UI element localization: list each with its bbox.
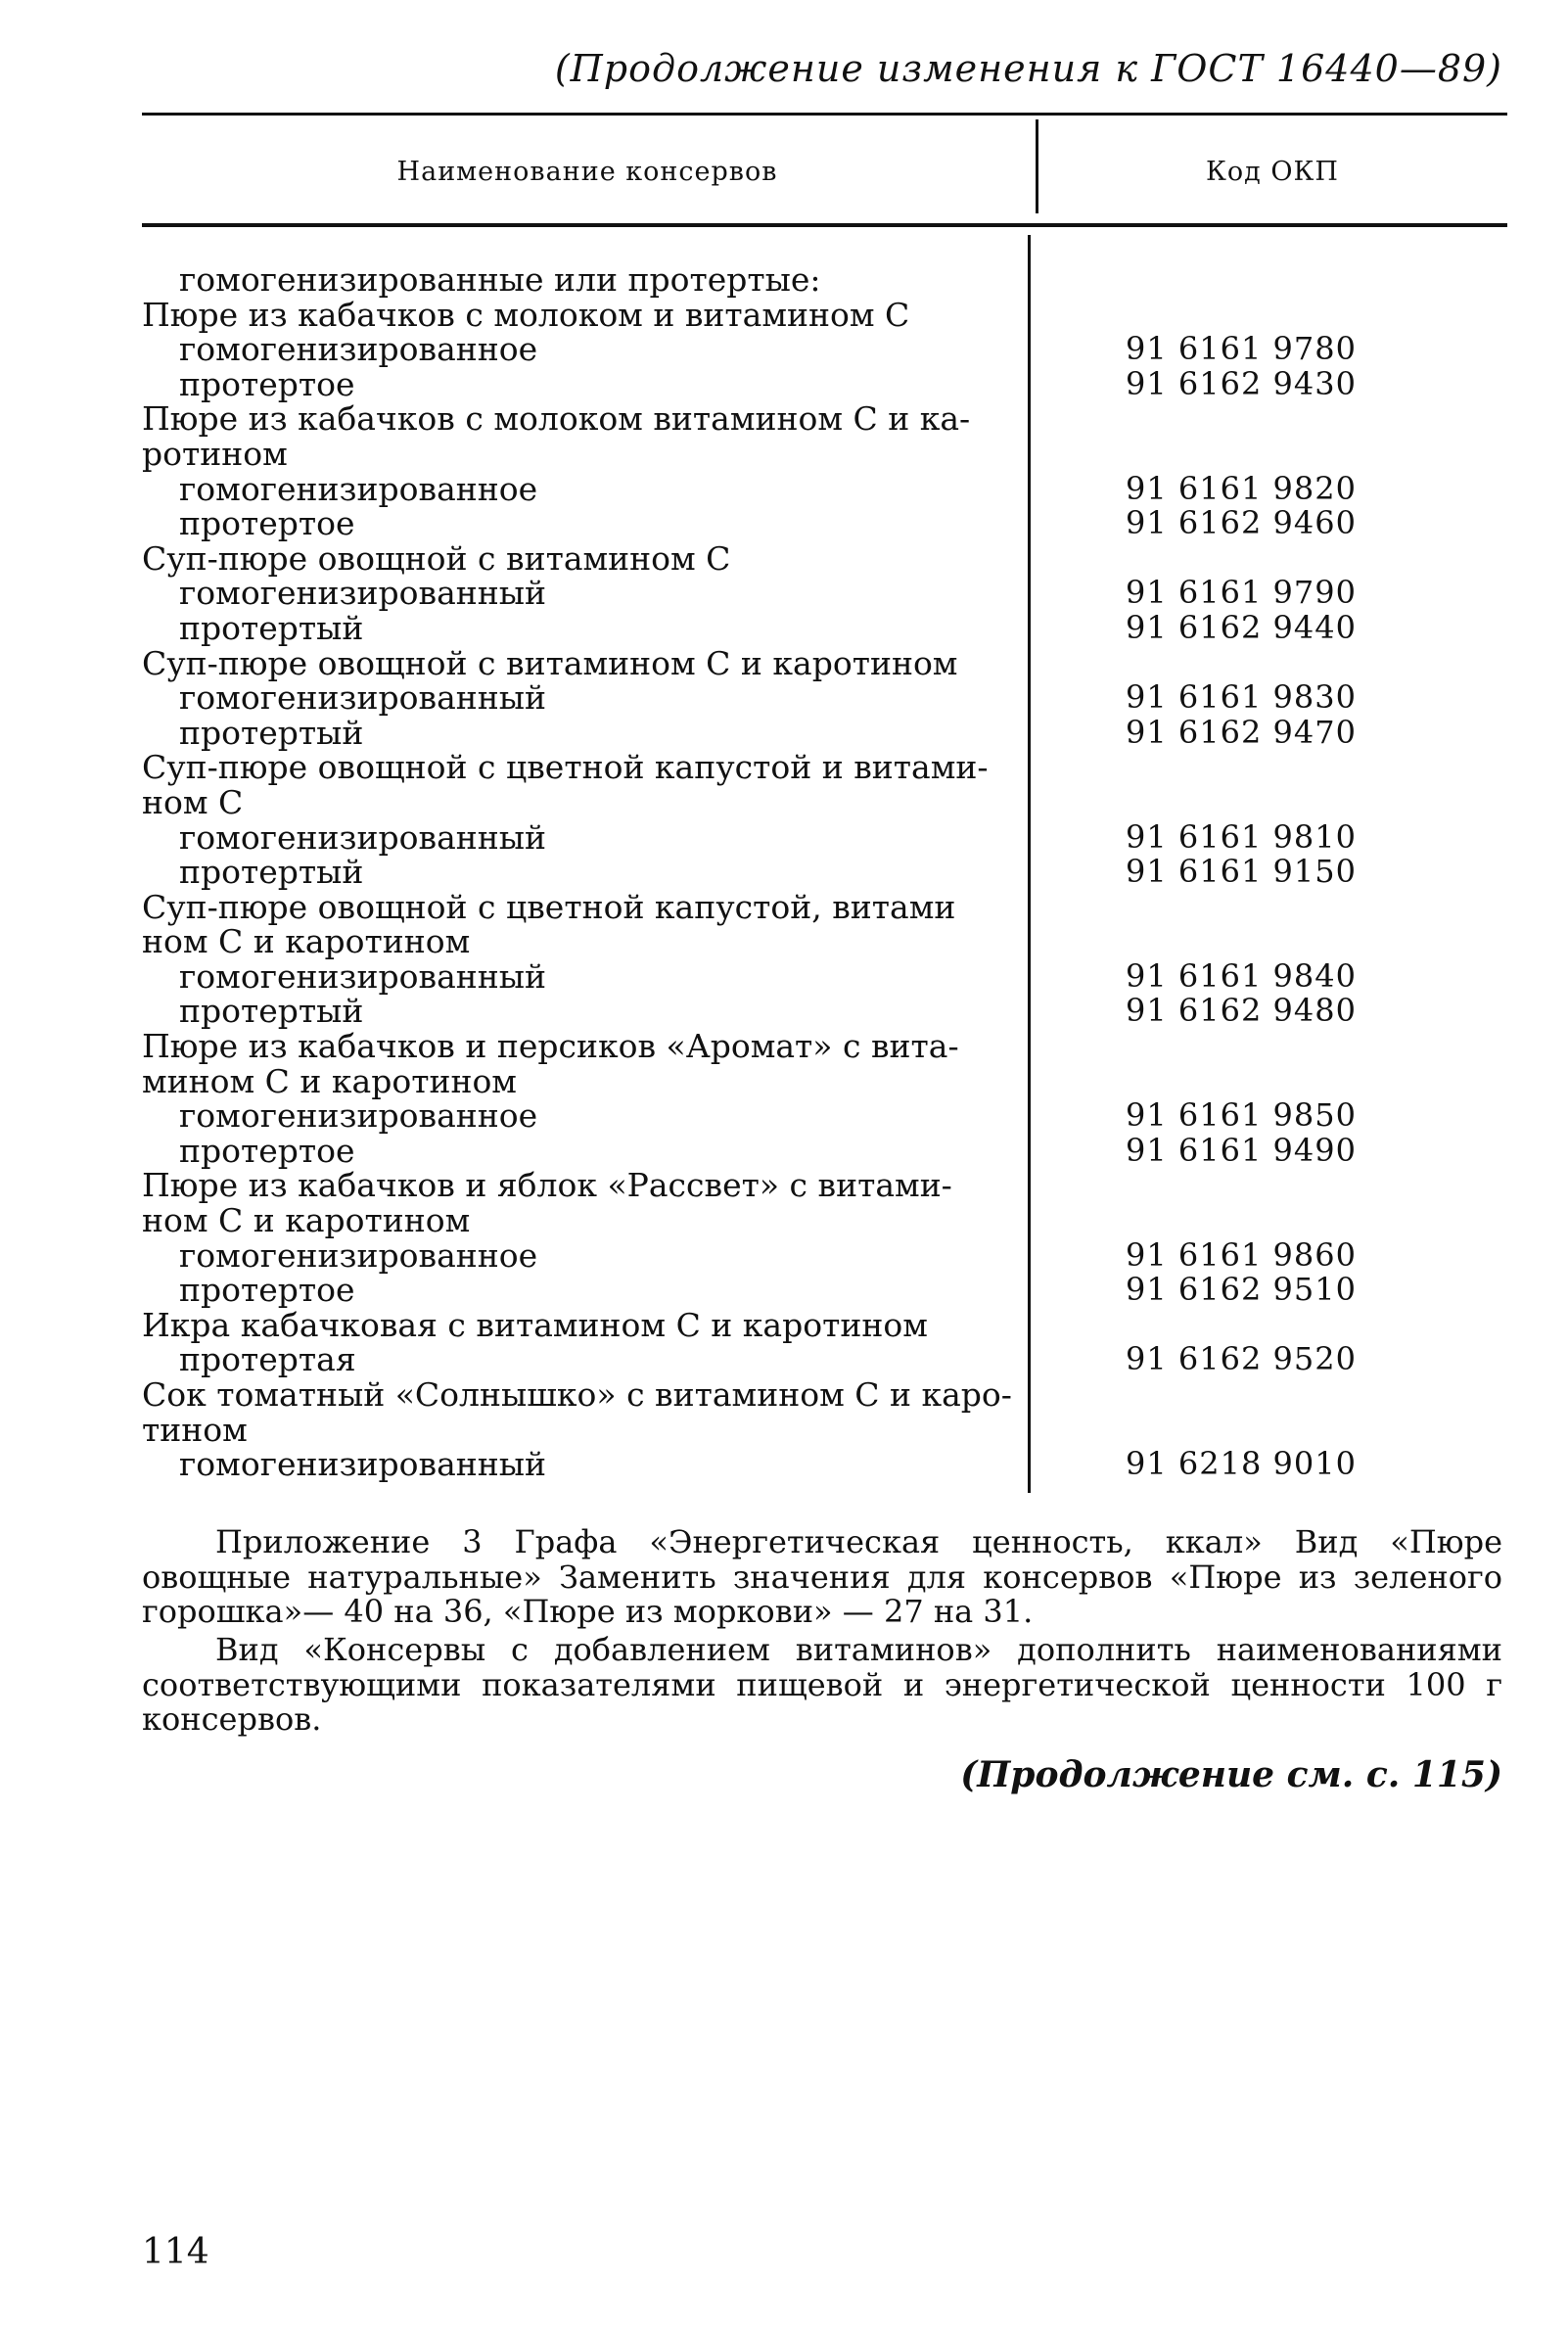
product-name: Икра кабачковая с витамином С и каротином bbox=[142, 1305, 928, 1344]
okp-code: 91 6161 9150 bbox=[1126, 853, 1357, 891]
product-name: ном С и каротином bbox=[142, 922, 471, 961]
okp-code: 91 6162 9470 bbox=[1126, 713, 1357, 751]
okp-code: 91 6161 9820 bbox=[1126, 469, 1357, 507]
table-row bbox=[142, 1342, 1507, 1377]
table-row bbox=[142, 817, 1507, 857]
page-header-continuation: (Продолжение изменения к ГОСТ 16440—89) bbox=[554, 47, 1502, 90]
table-row bbox=[142, 855, 1507, 890]
okp-code: 91 6162 9480 bbox=[1126, 992, 1357, 1030]
okp-code: 91 6162 9440 bbox=[1126, 608, 1357, 646]
table-row bbox=[142, 1305, 1507, 1344]
page-number: 114 bbox=[142, 2232, 209, 2272]
table-row bbox=[142, 1098, 1507, 1134]
table-row bbox=[142, 750, 1507, 785]
table-row bbox=[142, 295, 1507, 334]
table-row bbox=[142, 332, 1507, 367]
product-name: Пюре из кабачков и персиков «Аромат» с вита- bbox=[142, 1027, 959, 1066]
table-row bbox=[142, 1447, 1507, 1482]
product-name: протертое bbox=[179, 364, 355, 403]
product-name: гомогенизированное bbox=[179, 330, 538, 369]
product-name: Сок томатный «Солнышко» с витамином С и каро- bbox=[142, 1375, 1012, 1414]
table-row bbox=[142, 364, 1507, 403]
table-row bbox=[142, 1273, 1507, 1308]
table-row bbox=[142, 643, 1507, 682]
product-name: гомогенизированное bbox=[179, 1235, 538, 1275]
table-row bbox=[142, 782, 1507, 821]
okp-code: 91 6161 9830 bbox=[1126, 678, 1357, 717]
table-header-rule bbox=[142, 223, 1507, 227]
table-row bbox=[142, 713, 1507, 752]
product-name: гомогенизированный bbox=[179, 678, 546, 718]
okp-code: 91 6162 9460 bbox=[1126, 504, 1357, 542]
product-name: Пюре из кабачков с молоком витамином С и ка- bbox=[142, 399, 971, 439]
table-row bbox=[142, 262, 1507, 298]
column-header-name: Наименование консервов bbox=[396, 157, 778, 187]
product-name: протертое bbox=[179, 504, 355, 543]
table-row bbox=[142, 1410, 1507, 1449]
table-row bbox=[142, 1061, 1507, 1100]
product-name: протертый bbox=[179, 608, 364, 647]
table-row bbox=[142, 1029, 1507, 1064]
product-name: протертое bbox=[179, 1271, 355, 1310]
product-name: гомогенизированный bbox=[179, 574, 546, 613]
table-row bbox=[142, 576, 1507, 611]
product-name: Суп-пюре овощной с витамином С и каротином bbox=[142, 643, 958, 682]
footer-continuation: (Продолжение см. с. 115) bbox=[960, 1754, 1502, 1795]
product-name: протертое bbox=[179, 1131, 355, 1170]
okp-code: 91 6161 9850 bbox=[1126, 1096, 1357, 1135]
product-name: гомогенизированное bbox=[179, 469, 538, 508]
product-name: Пюре из кабачков с молоком и витамином С bbox=[142, 295, 910, 334]
product-name: тином bbox=[142, 1410, 248, 1449]
okp-code: 91 6161 9790 bbox=[1126, 574, 1357, 612]
product-name: ротином bbox=[142, 434, 288, 473]
okp-code: 91 6161 9810 bbox=[1126, 817, 1357, 856]
table-row bbox=[142, 1131, 1507, 1170]
okp-code: 91 6162 9520 bbox=[1126, 1340, 1357, 1378]
okp-code: 91 6161 9840 bbox=[1126, 956, 1357, 995]
table-body bbox=[142, 262, 1507, 1482]
okp-code: 91 6162 9430 bbox=[1126, 364, 1357, 402]
paragraph-vitamins: Вид «Консервы с добавлением витаминов» дополнить наименованиями соответствующими показателями пищевой и энергетической ценности 100 г консервов. bbox=[142, 1631, 1502, 1738]
column-header-code: Код ОКП bbox=[1206, 157, 1339, 187]
product-name: гомогенизированный bbox=[179, 817, 546, 857]
okp-code: 91 6161 9490 bbox=[1126, 1131, 1357, 1169]
okp-code: 91 6162 9510 bbox=[1126, 1271, 1357, 1309]
product-name: мином С и каротином bbox=[142, 1061, 517, 1100]
product-name: Суп-пюре овощной с цветной капустой, витами bbox=[142, 887, 956, 926]
product-name: протертая bbox=[179, 1340, 356, 1379]
product-name: протертый bbox=[179, 713, 364, 752]
product-name: гомогенизированное bbox=[179, 1096, 538, 1136]
table-row bbox=[142, 1168, 1507, 1203]
table-row bbox=[142, 1203, 1507, 1238]
table-top-rule bbox=[142, 113, 1507, 116]
table-row bbox=[142, 887, 1507, 926]
table-row bbox=[142, 401, 1507, 437]
table-row bbox=[142, 506, 1507, 541]
table-row bbox=[142, 924, 1507, 959]
table-row bbox=[142, 538, 1507, 578]
table-row bbox=[142, 1235, 1507, 1275]
product-name: Суп-пюре овощной с цветной капустой и витами- bbox=[142, 748, 989, 787]
okp-code: 91 6161 9780 bbox=[1126, 330, 1357, 368]
paragraph-appendix-3: Приложение 3 Графа «Энергетическая ценность, ккал» Вид «Пюре овощные натуральные» Заменить значения для консервов «Пюре из зеленого горошка»— 40 на 36, «Пюре из моркови» — 27 на 31. bbox=[142, 1523, 1502, 1630]
okp-code: 91 6161 9860 bbox=[1126, 1235, 1357, 1274]
table-row bbox=[142, 994, 1507, 1029]
product-name: гомогенизированный bbox=[179, 1445, 546, 1484]
product-name: протертый bbox=[179, 853, 364, 892]
table-row bbox=[142, 608, 1507, 647]
table-row bbox=[142, 1377, 1507, 1413]
okp-code: 91 6218 9010 bbox=[1126, 1445, 1357, 1483]
table-row bbox=[142, 469, 1507, 508]
product-name: ном С и каротином bbox=[142, 1201, 471, 1240]
product-name: ном С bbox=[142, 782, 244, 821]
product-name: протертый bbox=[179, 992, 364, 1031]
product-name: Пюре из кабачков и яблок «Рассвет» с витами- bbox=[142, 1166, 952, 1205]
product-name: гомогенизированные или протертые: bbox=[179, 260, 821, 299]
table-row bbox=[142, 956, 1507, 996]
product-name: Суп-пюре овощной с витамином С bbox=[142, 538, 731, 578]
product-name: гомогенизированный bbox=[179, 956, 546, 996]
table-row bbox=[142, 680, 1507, 716]
table-row bbox=[142, 434, 1507, 473]
